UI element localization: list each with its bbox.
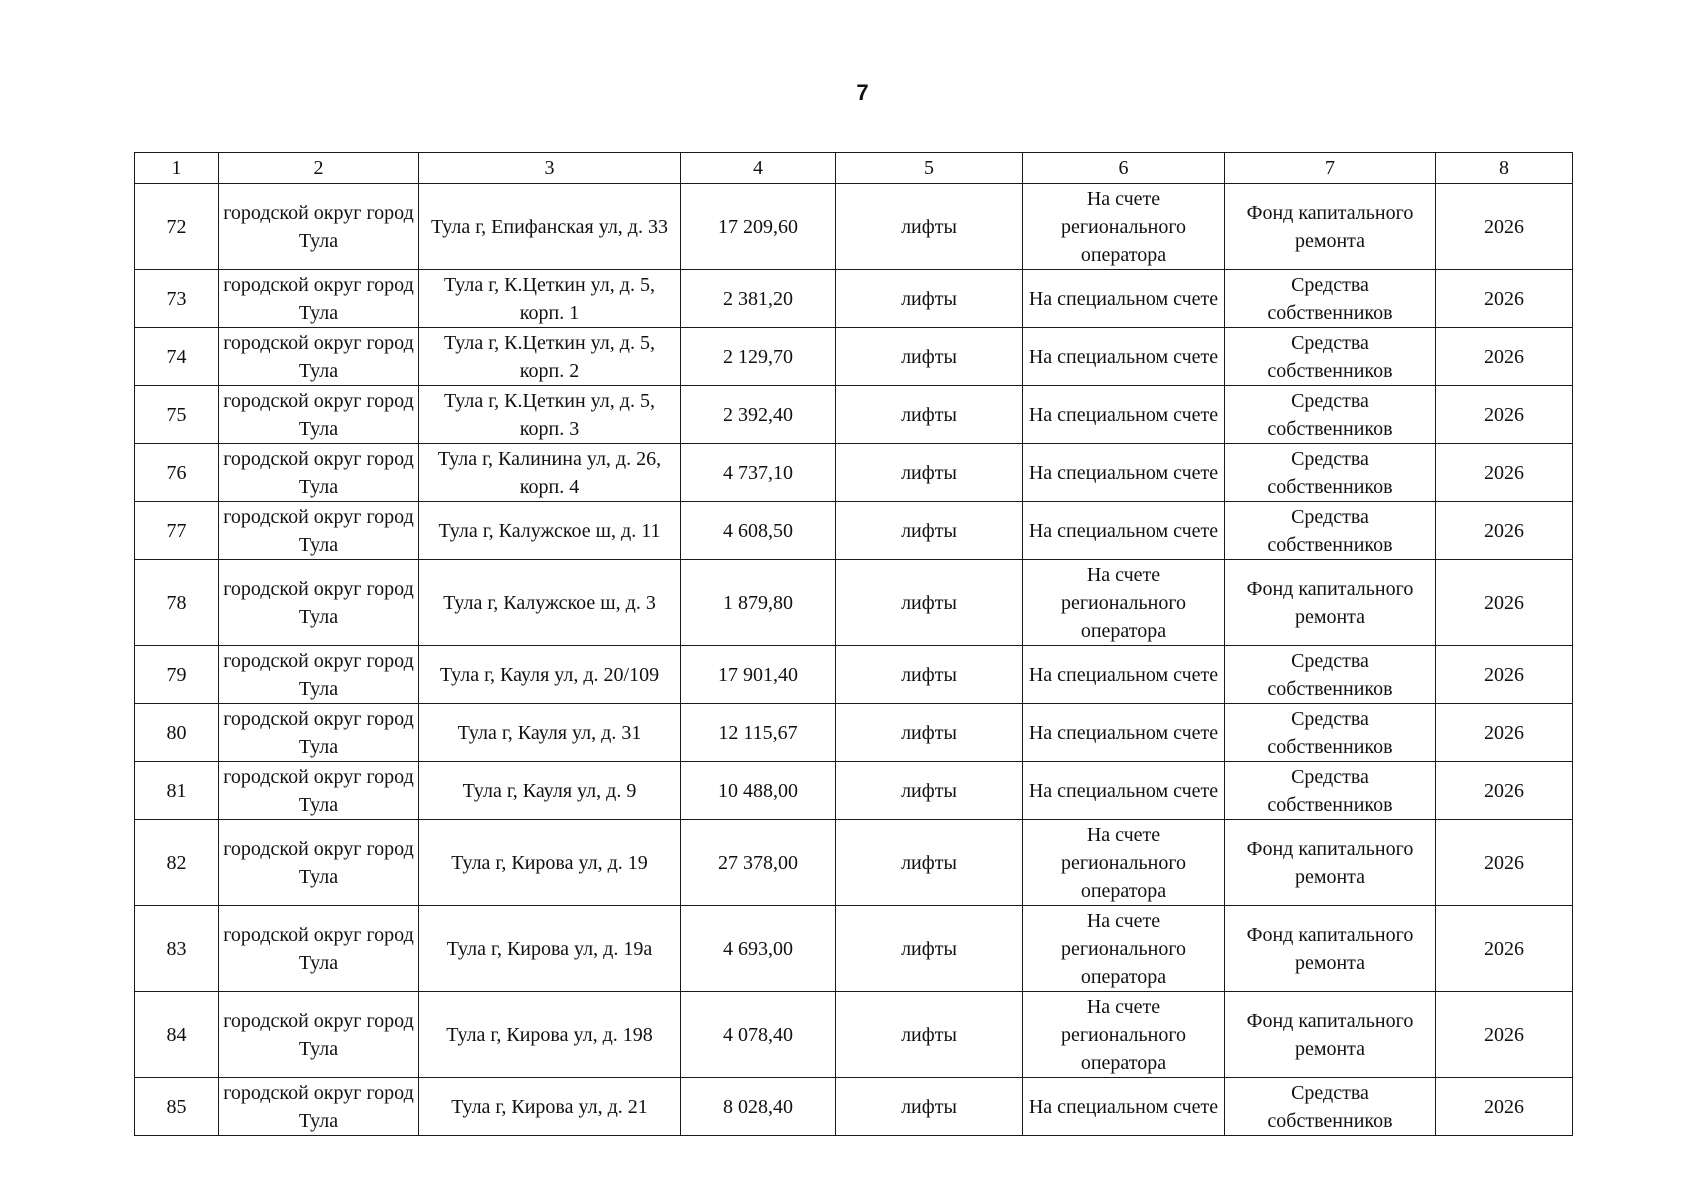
table-row — [135, 762, 1573, 820]
cell-year: 2026 — [1436, 906, 1573, 992]
cell-address: Тула г, К.Цеткин ул, д. 5, корп. 2 — [419, 328, 681, 386]
cell-address: Тула г, К.Цеткин ул, д. 5, корп. 3 — [419, 386, 681, 444]
cell-work-type: лифты — [836, 992, 1023, 1078]
table-row — [135, 992, 1573, 1078]
cell-area: 2 129,70 — [681, 328, 836, 386]
table-row — [135, 386, 1573, 444]
cell-municipality: городской округ город Тула — [219, 328, 419, 386]
cell-funding-source: Средства собственников — [1225, 328, 1436, 386]
cell-work-type: лифты — [836, 762, 1023, 820]
cell-municipality: городской округ город Тула — [219, 502, 419, 560]
column-header: 6 — [1023, 153, 1225, 184]
cell-municipality: городской округ город Тула — [219, 992, 419, 1078]
cell-funding-source: Фонд капитального ремонта — [1225, 992, 1436, 1078]
cell-funding-source: Фонд капитального ремонта — [1225, 184, 1436, 270]
cell-municipality: городской округ город Тула — [219, 270, 419, 328]
cell-number: 77 — [135, 502, 219, 560]
column-header: 8 — [1436, 153, 1573, 184]
table-row — [135, 328, 1573, 386]
cell-work-type: лифты — [836, 906, 1023, 992]
column-header: 2 — [219, 153, 419, 184]
cell-area: 27 378,00 — [681, 820, 836, 906]
cell-number: 75 — [135, 386, 219, 444]
cell-work-type: лифты — [836, 444, 1023, 502]
cell-number: 78 — [135, 560, 219, 646]
cell-municipality: городской округ город Тула — [219, 820, 419, 906]
cell-account: На специальном счете — [1023, 386, 1225, 444]
cell-funding-source: Средства собственников — [1225, 444, 1436, 502]
cell-number: 85 — [135, 1078, 219, 1136]
cell-municipality: городской округ город Тула — [219, 386, 419, 444]
cell-area: 17 901,40 — [681, 646, 836, 704]
cell-number: 74 — [135, 328, 219, 386]
cell-number: 84 — [135, 992, 219, 1078]
page-number: 7 — [856, 80, 869, 105]
cell-municipality: городской округ город Тула — [219, 1078, 419, 1136]
cell-area: 4 078,40 — [681, 992, 836, 1078]
cell-year: 2026 — [1436, 444, 1573, 502]
cell-address: Тула г, Кауля ул, д. 31 — [419, 704, 681, 762]
cell-number: 76 — [135, 444, 219, 502]
cell-work-type: лифты — [836, 502, 1023, 560]
table-row — [135, 444, 1573, 502]
column-header: 5 — [836, 153, 1023, 184]
cell-year: 2026 — [1436, 704, 1573, 762]
cell-work-type: лифты — [836, 704, 1023, 762]
column-header: 7 — [1225, 153, 1436, 184]
cell-address: Тула г, Кауля ул, д. 20/109 — [419, 646, 681, 704]
table-row — [135, 560, 1573, 646]
cell-work-type: лифты — [836, 1078, 1023, 1136]
table-row — [135, 184, 1573, 270]
cell-municipality: городской округ город Тула — [219, 646, 419, 704]
cell-work-type: лифты — [836, 328, 1023, 386]
cell-address: Тула г, Епифанская ул, д. 33 — [419, 184, 681, 270]
cell-number: 81 — [135, 762, 219, 820]
cell-work-type: лифты — [836, 184, 1023, 270]
cell-address: Тула г, К.Цеткин ул, д. 5, корп. 1 — [419, 270, 681, 328]
cell-account: На специальном счете — [1023, 762, 1225, 820]
cell-address: Тула г, Кауля ул, д. 9 — [419, 762, 681, 820]
cell-number: 73 — [135, 270, 219, 328]
cell-municipality: городской округ город Тула — [219, 184, 419, 270]
cell-account: На счете регионального оператора — [1023, 992, 1225, 1078]
cell-address: Тула г, Калужское ш, д. 3 — [419, 560, 681, 646]
cell-municipality: городской округ город Тула — [219, 560, 419, 646]
table-row — [135, 820, 1573, 906]
cell-municipality: городской округ город Тула — [219, 444, 419, 502]
cell-address: Тула г, Кирова ул, д. 198 — [419, 992, 681, 1078]
cell-work-type: лифты — [836, 386, 1023, 444]
cell-area: 10 488,00 — [681, 762, 836, 820]
table-row — [135, 1078, 1573, 1136]
cell-funding-source: Средства собственников — [1225, 646, 1436, 704]
cell-year: 2026 — [1436, 270, 1573, 328]
cell-funding-source: Фонд капитального ремонта — [1225, 820, 1436, 906]
cell-account: На счете регионального оператора — [1023, 820, 1225, 906]
cell-funding-source: Фонд капитального ремонта — [1225, 560, 1436, 646]
cell-account: На специальном счете — [1023, 328, 1225, 386]
cell-area: 17 209,60 — [681, 184, 836, 270]
cell-year: 2026 — [1436, 1078, 1573, 1136]
cell-account: На специальном счете — [1023, 502, 1225, 560]
cell-area: 1 879,80 — [681, 560, 836, 646]
cell-number: 80 — [135, 704, 219, 762]
cell-funding-source: Средства собственников — [1225, 502, 1436, 560]
cell-account: На специальном счете — [1023, 270, 1225, 328]
cell-funding-source: Средства собственников — [1225, 270, 1436, 328]
cell-work-type: лифты — [836, 270, 1023, 328]
cell-municipality: городской округ город Тула — [219, 906, 419, 992]
cell-number: 82 — [135, 820, 219, 906]
cell-area: 2 392,40 — [681, 386, 836, 444]
cell-year: 2026 — [1436, 386, 1573, 444]
cell-area: 8 028,40 — [681, 1078, 836, 1136]
cell-funding-source: Средства собственников — [1225, 1078, 1436, 1136]
cell-address: Тула г, Кирова ул, д. 19 — [419, 820, 681, 906]
cell-work-type: лифты — [836, 820, 1023, 906]
cell-municipality: городской округ город Тула — [219, 704, 419, 762]
cell-area: 4 693,00 — [681, 906, 836, 992]
cell-account: На специальном счете — [1023, 444, 1225, 502]
table-row — [135, 906, 1573, 992]
cell-number: 83 — [135, 906, 219, 992]
cell-year: 2026 — [1436, 184, 1573, 270]
cell-area: 12 115,67 — [681, 704, 836, 762]
cell-funding-source: Средства собственников — [1225, 762, 1436, 820]
table-row — [135, 704, 1573, 762]
cell-year: 2026 — [1436, 502, 1573, 560]
table-row — [135, 646, 1573, 704]
cell-work-type: лифты — [836, 560, 1023, 646]
cell-municipality: городской округ город Тула — [219, 762, 419, 820]
cell-work-type: лифты — [836, 646, 1023, 704]
cell-area: 2 381,20 — [681, 270, 836, 328]
table-row — [135, 270, 1573, 328]
table-row — [135, 502, 1573, 560]
cell-year: 2026 — [1436, 992, 1573, 1078]
cell-area: 4 737,10 — [681, 444, 836, 502]
cell-address: Тула г, Кирова ул, д. 19а — [419, 906, 681, 992]
cell-funding-source: Средства собственников — [1225, 386, 1436, 444]
cell-account: На специальном счете — [1023, 646, 1225, 704]
capital-repair-table — [134, 152, 1573, 1136]
column-header: 1 — [135, 153, 219, 184]
cell-account: На счете регионального оператора — [1023, 906, 1225, 992]
cell-account: На специальном счете — [1023, 1078, 1225, 1136]
cell-address: Тула г, Калинина ул, д. 26, корп. 4 — [419, 444, 681, 502]
cell-year: 2026 — [1436, 328, 1573, 386]
cell-area: 4 608,50 — [681, 502, 836, 560]
column-header: 3 — [419, 153, 681, 184]
table-header-row — [135, 153, 1573, 184]
cell-account: На счете регионального оператора — [1023, 184, 1225, 270]
cell-funding-source: Средства собственников — [1225, 704, 1436, 762]
cell-year: 2026 — [1436, 820, 1573, 906]
cell-number: 79 — [135, 646, 219, 704]
cell-address: Тула г, Калужское ш, д. 11 — [419, 502, 681, 560]
column-header: 4 — [681, 153, 836, 184]
cell-year: 2026 — [1436, 762, 1573, 820]
cell-year: 2026 — [1436, 560, 1573, 646]
cell-funding-source: Фонд капитального ремонта — [1225, 906, 1436, 992]
cell-account: На счете регионального оператора — [1023, 560, 1225, 646]
cell-address: Тула г, Кирова ул, д. 21 — [419, 1078, 681, 1136]
cell-number: 72 — [135, 184, 219, 270]
cell-account: На специальном счете — [1023, 704, 1225, 762]
cell-year: 2026 — [1436, 646, 1573, 704]
